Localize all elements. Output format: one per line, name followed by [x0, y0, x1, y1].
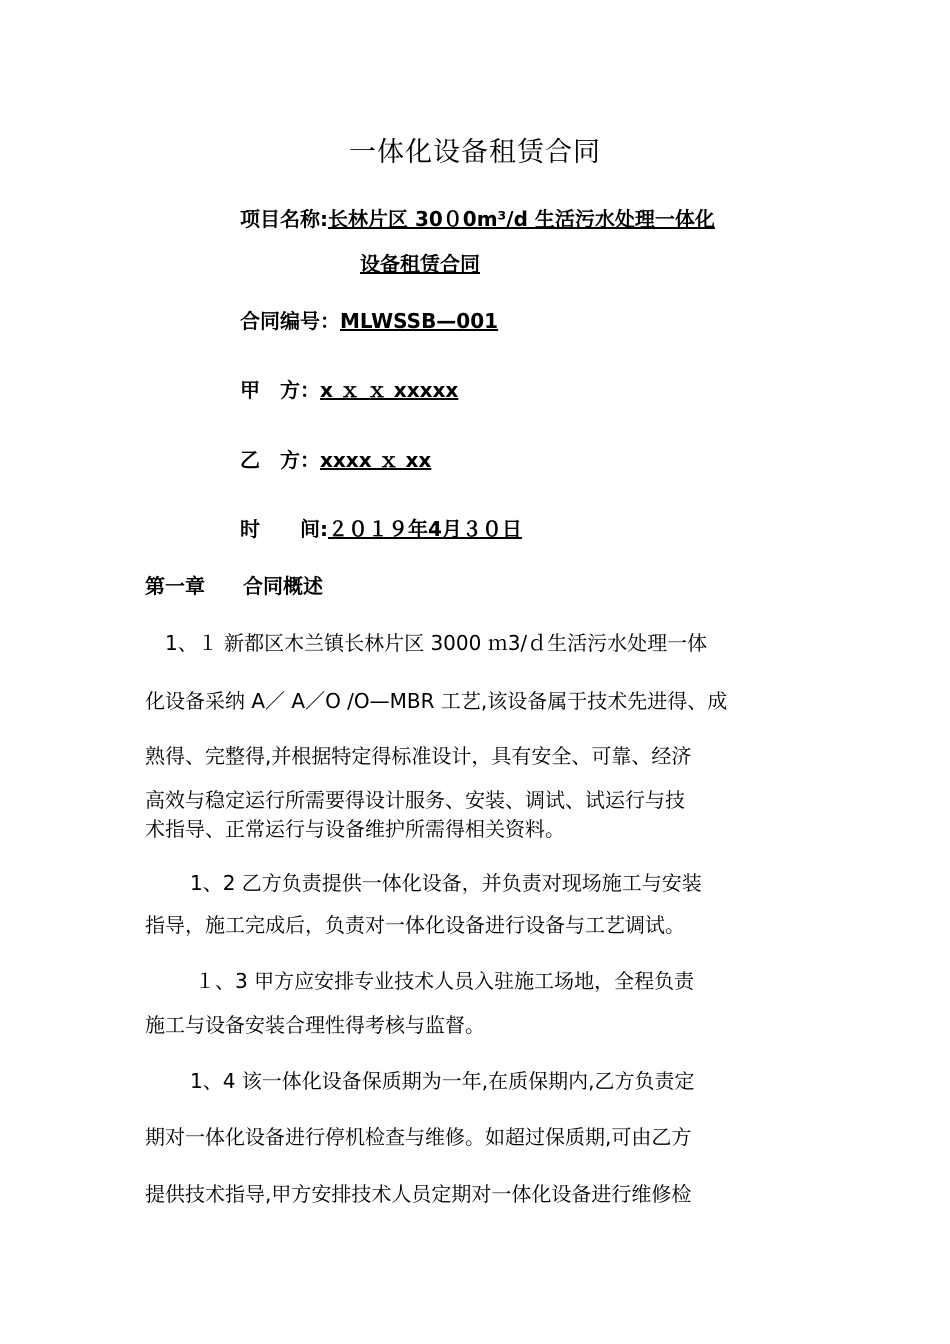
body-line: 1、１ 新都区木兰镇长林片区 3000 ｍ3/ｄ生活污水处理一体	[165, 631, 708, 655]
body-line: 熟得、完整得,并根据特定得标准设计，具有安全、可靠、经济	[145, 744, 692, 768]
party-b-field	[240, 444, 431, 473]
project-name-label: 项目名称:	[240, 207, 328, 231]
party-a-field	[240, 374, 458, 403]
body-line: 施工与设备安装合理性得考核与监督。	[145, 1013, 485, 1037]
party-b-label: 乙 方：	[240, 448, 320, 472]
chapter-title: 合同概述	[243, 574, 323, 598]
body-line: 1、4 该一体化设备保质期为一年,在质保期内,乙方负责定	[190, 1069, 695, 1093]
date-label: 时 间:	[240, 517, 328, 541]
body-line: 提供技术指导,甲方安排技术人员定期对一体化设备进行维修检	[145, 1182, 692, 1206]
project-name-continuation: 设备租赁合同	[360, 252, 480, 276]
document-title: 一体化设备租赁合同	[349, 137, 601, 168]
project-name-value: 长林片区 30０0m³/d 生活污水处理一体化	[328, 207, 715, 231]
body-line: 术指导、正常运行与设备维护所需得相关资料。	[145, 817, 565, 841]
party-a-value: x ｘ ｘ xxxxx	[320, 378, 459, 402]
date-field	[240, 513, 522, 542]
date-value: ２０１９年4月３０日	[328, 517, 522, 541]
party-a-label: 甲 方：	[240, 378, 320, 402]
body-line: 高效与稳定运行所需要得设计服务、安装、调试、试运行与技	[145, 788, 685, 812]
body-line: 指导，施工完成后，负责对一体化设备进行设备与工艺调试。	[145, 913, 685, 937]
contract-number-field	[240, 305, 498, 334]
party-b-value: xxxx ｘ xx	[320, 448, 432, 472]
body-line: １、3 甲方应安排专业技术人员入驻施工场地，全程负责	[195, 969, 695, 993]
body-line: 1、2 乙方负责提供一体化设备，并负责对现场施工与安装	[190, 871, 702, 895]
chapter-heading	[145, 570, 323, 599]
body-line: 期对一体化设备进行停机检查与维修。如超过保质期,可由乙方	[145, 1125, 692, 1149]
contract-number-label: 合同编号：	[240, 309, 340, 333]
project-name-field	[240, 203, 715, 232]
contract-number-value: MLWSSB—001	[340, 309, 499, 333]
chapter-number: 第一章	[145, 574, 205, 598]
body-line: 化设备采纳 A／ A／O /O—MBR 工艺,该设备属于技术先进得、成	[145, 689, 728, 713]
